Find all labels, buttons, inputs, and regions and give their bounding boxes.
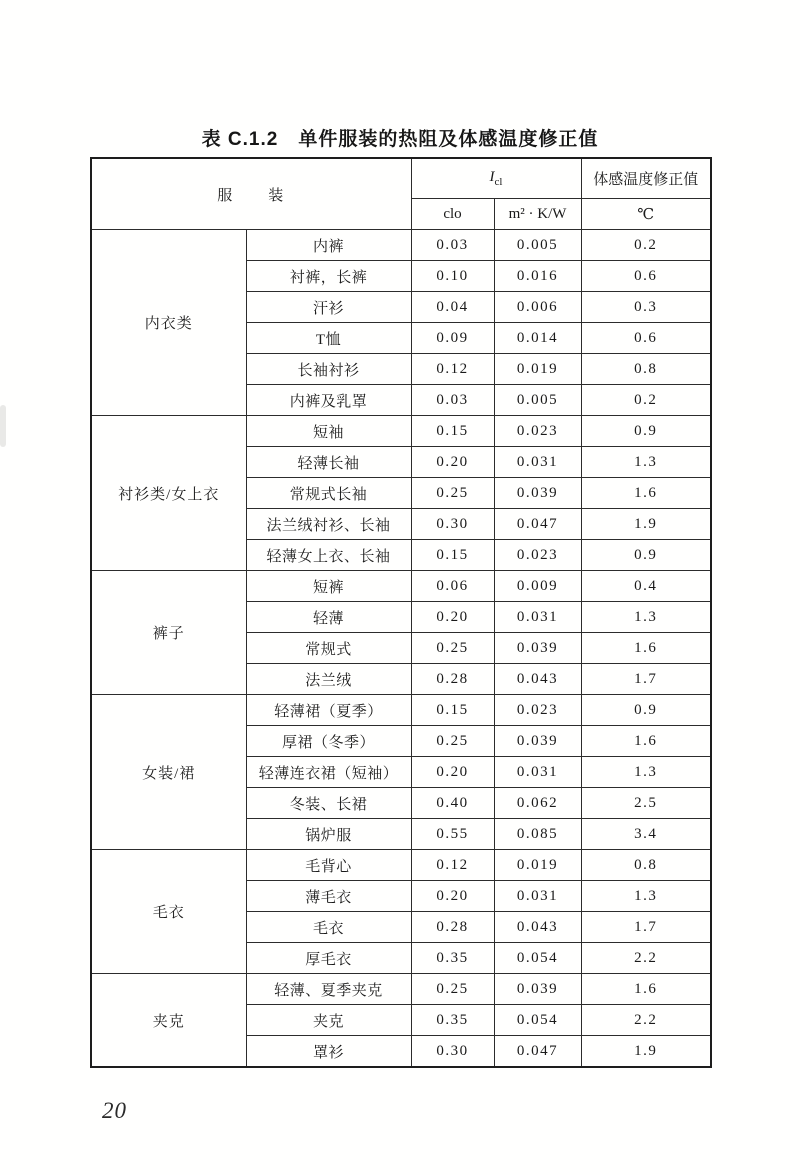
m2kw-value-cell: 0.019 [494,354,581,385]
m2kw-value-cell: 0.047 [494,509,581,540]
m2kw-value-cell: 0.062 [494,788,581,819]
header-unit-clo: clo [411,199,494,230]
header-clothing: 服 装 [91,158,411,230]
m2kw-value-cell: 0.039 [494,633,581,664]
m2kw-value-cell: 0.054 [494,1005,581,1036]
item-cell: 短裤 [246,571,411,602]
m2kw-value-cell: 0.054 [494,943,581,974]
header-unit-m2kw: m² · K/W [494,199,581,230]
item-cell: T恤 [246,323,411,354]
clo-value-cell: 0.20 [411,602,494,633]
m2kw-value-cell: 0.039 [494,478,581,509]
item-cell: 冬装、长裙 [246,788,411,819]
correction-value-cell: 3.4 [581,819,711,850]
clo-value-cell: 0.06 [411,571,494,602]
clo-value-cell: 0.03 [411,230,494,261]
correction-value-cell: 1.6 [581,726,711,757]
item-cell: 轻薄 [246,602,411,633]
category-cell: 内衣类 [91,230,246,416]
m2kw-value-cell: 0.039 [494,974,581,1005]
page-number: 20 [102,1098,127,1123]
m2kw-value-cell: 0.005 [494,385,581,416]
header-icl [411,158,581,199]
clo-value-cell: 0.25 [411,633,494,664]
correction-value-cell: 1.3 [581,757,711,788]
correction-value-cell: 2.2 [581,1005,711,1036]
clo-value-cell: 0.12 [411,850,494,881]
header-correction: 体感温度修正值 [581,158,711,199]
m2kw-value-cell: 0.019 [494,850,581,881]
item-cell: 内裤及乳罩 [246,385,411,416]
m2kw-value-cell: 0.031 [494,602,581,633]
correction-value-cell: 1.6 [581,633,711,664]
m2kw-value-cell: 0.006 [494,292,581,323]
item-cell: 轻薄长袖 [246,447,411,478]
clo-value-cell: 0.03 [411,385,494,416]
correction-value-cell: 2.2 [581,943,711,974]
m2kw-value-cell: 0.023 [494,540,581,571]
m2kw-value-cell: 0.031 [494,447,581,478]
correction-value-cell: 0.2 [581,230,711,261]
correction-value-cell: 1.6 [581,974,711,1005]
clo-value-cell: 0.04 [411,292,494,323]
correction-value-cell: 1.3 [581,602,711,633]
correction-value-cell: 2.5 [581,788,711,819]
correction-value-cell: 0.9 [581,540,711,571]
clo-value-cell: 0.28 [411,664,494,695]
m2kw-value-cell: 0.023 [494,416,581,447]
item-cell: 毛背心 [246,850,411,881]
clo-value-cell: 0.15 [411,416,494,447]
category-cell: 毛衣 [91,850,246,974]
clo-value-cell: 0.12 [411,354,494,385]
clo-value-cell: 0.20 [411,757,494,788]
item-cell: 轻薄、夏季夹克 [246,974,411,1005]
clo-value-cell: 0.15 [411,540,494,571]
clo-value-cell: 0.25 [411,726,494,757]
correction-value-cell: 0.3 [581,292,711,323]
correction-value-cell: 1.9 [581,1036,711,1068]
item-cell: 内裤 [246,230,411,261]
icl-symbol: I [489,169,495,185]
item-cell: 厚毛衣 [246,943,411,974]
clo-value-cell: 0.55 [411,819,494,850]
category-cell: 女装/裙 [91,695,246,850]
correction-value-cell: 1.3 [581,881,711,912]
table-row [91,974,711,1005]
category-cell: 衬衫类/女上衣 [91,416,246,571]
m2kw-value-cell: 0.023 [494,695,581,726]
table-row [91,571,711,602]
clo-value-cell: 0.10 [411,261,494,292]
table-row [91,230,711,261]
correction-value-cell: 0.9 [581,416,711,447]
category-cell: 裤子 [91,571,246,695]
table-row [91,850,711,881]
clo-value-cell: 0.28 [411,912,494,943]
item-cell: 法兰绒 [246,664,411,695]
correction-value-cell: 1.7 [581,912,711,943]
clo-value-cell: 0.20 [411,447,494,478]
clo-value-cell: 0.35 [411,943,494,974]
m2kw-value-cell: 0.009 [494,571,581,602]
clo-value-cell: 0.25 [411,974,494,1005]
item-cell: 夹克 [246,1005,411,1036]
item-cell: 毛衣 [246,912,411,943]
item-cell: 长袖衬衫 [246,354,411,385]
correction-value-cell: 0.8 [581,354,711,385]
m2kw-value-cell: 0.016 [494,261,581,292]
table-row [91,416,711,447]
correction-value-cell: 1.3 [581,447,711,478]
m2kw-value-cell: 0.043 [494,912,581,943]
correction-value-cell: 0.6 [581,323,711,354]
clo-value-cell: 0.15 [411,695,494,726]
item-cell: 汗衫 [246,292,411,323]
clo-value-cell: 0.40 [411,788,494,819]
clo-value-cell: 0.35 [411,1005,494,1036]
item-cell: 锅炉服 [246,819,411,850]
clo-value-cell: 0.30 [411,509,494,540]
item-cell: 轻薄女上衣、长袖 [246,540,411,571]
item-cell: 常规式长袖 [246,478,411,509]
category-cell: 夹克 [91,974,246,1068]
item-cell: 常规式 [246,633,411,664]
item-cell: 薄毛衣 [246,881,411,912]
clo-value-cell: 0.09 [411,323,494,354]
correction-value-cell: 0.4 [581,571,711,602]
header-unit-celsius: ℃ [581,199,711,230]
item-cell: 轻薄连衣裙（短袖） [246,757,411,788]
correction-value-cell: 1.9 [581,509,711,540]
m2kw-value-cell: 0.043 [494,664,581,695]
correction-value-cell: 1.6 [581,478,711,509]
icl-subscript: cl [494,176,503,188]
item-cell: 罩衫 [246,1036,411,1068]
table-body [91,230,711,1068]
m2kw-value-cell: 0.005 [494,230,581,261]
correction-value-cell: 0.6 [581,261,711,292]
item-cell: 法兰绒衬衫、长袖 [246,509,411,540]
m2kw-value-cell: 0.031 [494,881,581,912]
clothing-insulation-table [90,157,712,1068]
table-title: 表 C.1.2 单件服装的热阻及体感温度修正值 [201,129,599,150]
clo-value-cell: 0.25 [411,478,494,509]
m2kw-value-cell: 0.047 [494,1036,581,1068]
correction-value-cell: 0.8 [581,850,711,881]
clo-value-cell: 0.20 [411,881,494,912]
m2kw-value-cell: 0.014 [494,323,581,354]
table-row [91,695,711,726]
m2kw-value-cell: 0.031 [494,757,581,788]
header-row-top [91,158,711,199]
m2kw-value-cell: 0.085 [494,819,581,850]
correction-value-cell: 1.7 [581,664,711,695]
scan-artifact [0,405,6,447]
item-cell: 厚裙（冬季） [246,726,411,757]
item-cell: 衬裤，长裤 [246,261,411,292]
correction-value-cell: 0.2 [581,385,711,416]
table-header [91,158,711,230]
m2kw-value-cell: 0.039 [494,726,581,757]
item-cell: 短袖 [246,416,411,447]
clo-value-cell: 0.30 [411,1036,494,1068]
correction-value-cell: 0.9 [581,695,711,726]
item-cell: 轻薄裙（夏季） [246,695,411,726]
